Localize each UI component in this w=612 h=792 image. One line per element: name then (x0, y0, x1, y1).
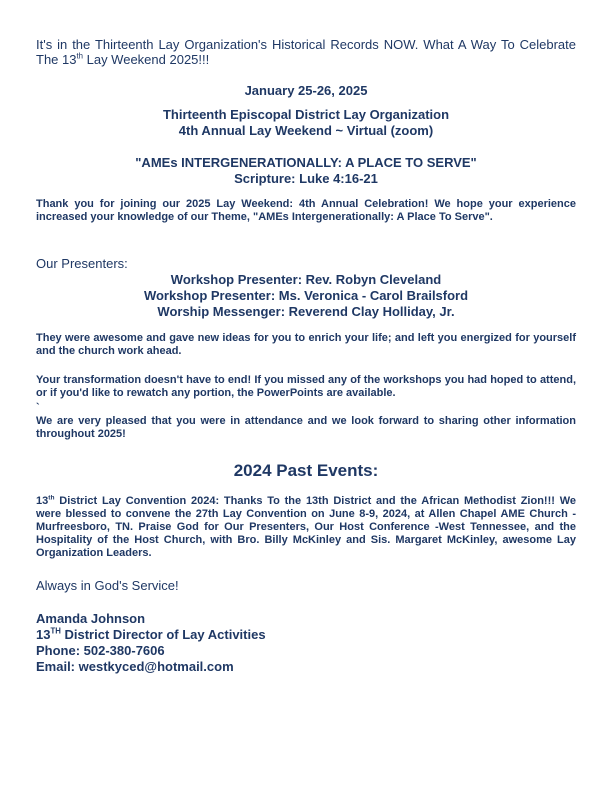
presenters-heading: Our Presenters: (36, 256, 128, 271)
convention-number: 13 (36, 495, 49, 507)
org-line-1: Thirteenth Episcopal District Lay Organization (162, 107, 450, 122)
event-date: January 25-26, 2025 (244, 83, 368, 98)
signature-name: Amanda Johnson (36, 611, 146, 626)
intro-text-end: Lay Weekend 2025!!! (83, 52, 210, 67)
intro-paragraph (36, 37, 576, 67)
awesome-paragraph: They were awesome and gave new ideas for you to enrich your life; and left you energized for yourself and the church work ahead. (36, 332, 576, 357)
convention-paragraph (36, 495, 576, 560)
signature-block (36, 611, 576, 674)
closing-line: Always in God's Service! (36, 578, 179, 593)
presenter-item: Worship Messenger: Reverend Clay Holliday, Jr. (157, 304, 455, 319)
presenters-list (36, 272, 576, 319)
org-line-2: 4th Annual Lay Weekend ~ Virtual (zoom) (178, 123, 434, 138)
title-text: District Director of Lay Activities (60, 627, 266, 642)
intro-superscript: th (76, 51, 83, 61)
scripture: Scripture: Luke 4:16-21 (234, 171, 378, 186)
intro-text: It's in the Thirteenth Lay Organization's Historical Records NOW. What A Way To Celebrate The 13 (36, 37, 576, 67)
pleased-paragraph: We are very pleased that you were in attendance and we look forward to sharing other information throughout 2025! (36, 415, 576, 440)
convention-text: District Lay Convention 2024: Thanks To the 13th District and the African Methodist Zion!!! We were blessed to convene the 27th Lay Convention on June 8-9, 2024, at Allen Chapel AME Church - Murfreesboro, TN. Praise God for Our Presenters, Our Host Conference -West Tennessee, and the Hospitality of the Host Church, with Bro. Billy McKinley and Sis. Margaret McKinley, awesome Lay Organization Leaders. (36, 495, 576, 559)
presenter-item: Workshop Presenter: Rev. Robyn Cleveland (170, 272, 442, 287)
convention-superscript: th (48, 494, 55, 502)
signature-email: Email: westkyced@hotmail.com (36, 659, 234, 674)
signature-title (36, 627, 576, 642)
thank-you-paragraph: Thank you for joining our 2025 Lay Weekend: 4th Annual Celebration! We hope your experience increased your knowledge of our Theme, "AMEs Intergenerationally: A Place To Serve". (36, 198, 576, 223)
stray-mark: ` (36, 402, 40, 414)
signature-phone: Phone: 502-380-7606 (36, 643, 165, 658)
past-events-heading: 2024 Past Events: (233, 461, 379, 480)
transformation-paragraph: Your transformation doesn't have to end! If you missed any of the workshops you had hoped to attend, or if you'd like to rewatch any portion, the PowerPoints are available. (36, 374, 576, 399)
theme-title: "AMEs INTERGENERATIONALLY: A PLACE TO SERVE" (135, 155, 477, 170)
title-superscript: TH (50, 626, 61, 636)
presenter-item: Workshop Presenter: Ms. Veronica - Carol Brailsford (143, 288, 469, 303)
title-number: 13 (36, 627, 51, 642)
